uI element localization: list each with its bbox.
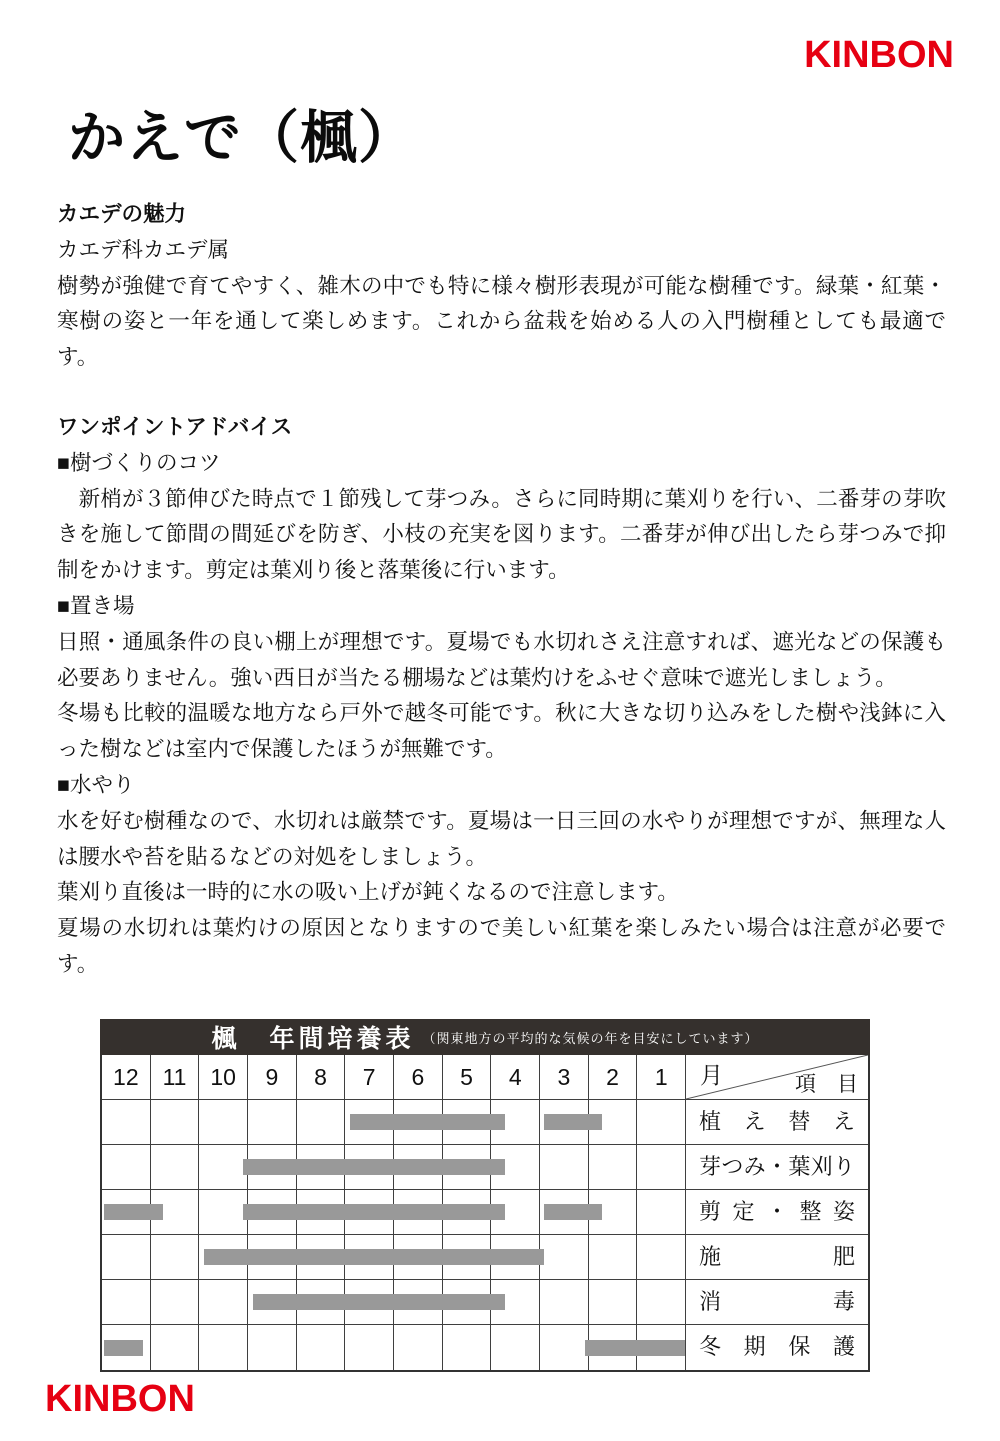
table-row <box>102 1235 868 1280</box>
corner-month-label: 月 <box>700 1062 723 1088</box>
table-note: （関東地方の平均的な気候の年を目安にしています） <box>422 1030 759 1046</box>
month-grid <box>102 1145 686 1189</box>
table-row <box>102 1280 868 1325</box>
grid-cell <box>589 1235 638 1279</box>
grid-cell <box>491 1325 540 1370</box>
grid-cell <box>151 1145 200 1189</box>
section-heading-charm: カエデの魅力 <box>57 202 187 226</box>
activity-bar <box>253 1294 506 1310</box>
table-row <box>102 1325 868 1370</box>
activity-bar <box>204 1249 544 1265</box>
grid-cell <box>345 1325 394 1370</box>
month-cell: 8 <box>297 1055 346 1099</box>
month-cell: 5 <box>443 1055 492 1099</box>
grid-cell <box>151 1235 200 1279</box>
subsection-label-placement: ■置き場 <box>57 593 135 618</box>
month-cell: 2 <box>589 1055 638 1099</box>
placement-paragraph-1: 日照・通風条件の良い棚上が理想です。夏場でも水切れさえ注意すれば、遮光などの保護も必要ありません。強い西日が当たる棚場などは葉灼けをふせぐ意味で遮光しましょう。 <box>57 629 946 690</box>
activity-bar <box>585 1340 685 1356</box>
grid-cell <box>248 1325 297 1370</box>
treebuilding-paragraph: 新梢が３節伸びた時点で１節残して芽つみ。さらに同時期に葉刈りを行い、二番芽の芽吹きを施して節間の間延びを防ぎ、小枝の充実を図ります。二番芽が伸び出したら芽つみで抑制をかけます。剪定は葉刈り後と落葉後に行います。 <box>57 486 946 583</box>
table-body <box>102 1100 868 1370</box>
activity-bar <box>544 1204 602 1220</box>
grid-cell <box>394 1325 443 1370</box>
row-label: 剪定・整姿 <box>699 1199 855 1224</box>
grid-cell <box>102 1145 151 1189</box>
grid-cell <box>151 1100 200 1144</box>
table-grid <box>100 1055 870 1372</box>
month-cell: 11 <box>151 1055 200 1099</box>
body-content <box>57 197 946 983</box>
grid-cell <box>637 1100 685 1144</box>
grid-cell <box>540 1235 589 1279</box>
watering-paragraph-1: 水を好む樹種なので、水切れは厳禁です。夏場は一日三回の水やりが理想ですが、無理な人は腰水や苔を貼るなどの対処をしましょう。 <box>57 808 946 869</box>
month-grid <box>102 1325 686 1370</box>
section-heading-advice: ワンポイントアドバイス <box>57 414 293 439</box>
grid-cell <box>637 1145 685 1189</box>
month-cell: 7 <box>345 1055 394 1099</box>
grid-cell <box>297 1325 346 1370</box>
activity-bar <box>104 1340 143 1356</box>
intro-description: 樹勢が強健で育てやすく、雑木の中でも特に様々樹形表現が可能な樹種です。緑葉・紅葉・寒樹の姿と一年を通して楽しめます。これから盆栽を始める人の入門樹種としても最適です。 <box>57 273 946 370</box>
month-cell: 10 <box>199 1055 248 1099</box>
placement-paragraph-2: 冬場も比較的温暖な地方なら戸外で越冬可能です。秋に大きな切り込みをした樹や浅鉢に入った樹などは室内で保護したほうが無難です。 <box>57 701 946 762</box>
grid-cell <box>199 1325 248 1370</box>
activity-bar <box>243 1204 505 1220</box>
grid-cell <box>589 1145 638 1189</box>
table-row <box>102 1145 868 1190</box>
grid-cell <box>151 1280 200 1324</box>
month-cell: 1 <box>654 1063 668 1090</box>
month-cell: 12 <box>102 1055 151 1099</box>
grid-cell <box>102 1280 151 1324</box>
grid-cell <box>102 1235 151 1279</box>
month-cell: 6 <box>394 1055 443 1099</box>
grid-cell <box>199 1145 248 1189</box>
month-cell: 3 <box>540 1055 589 1099</box>
grid-cell <box>199 1100 248 1144</box>
month-grid <box>102 1235 686 1279</box>
title-banner <box>48 96 956 180</box>
table-row <box>102 1100 868 1145</box>
subsection-label-watering: ■水やり <box>57 772 135 797</box>
row-label: 芽つみ・葉刈り <box>699 1154 855 1179</box>
month-grid <box>102 1190 686 1234</box>
corner-item-label: 項 目 <box>795 1073 858 1096</box>
watering-paragraph-2: 葉刈り直後は一時的に水の吸い上げが鈍くなるので注意します。 <box>57 880 679 905</box>
activity-bar <box>544 1114 602 1130</box>
month-grid <box>102 1280 686 1324</box>
grid-cell <box>199 1280 248 1324</box>
row-label: 消毒 <box>699 1289 855 1314</box>
table-row <box>102 1190 868 1235</box>
cultivation-table <box>100 1019 870 1372</box>
kinbon-logo-top: KINBON <box>804 34 954 76</box>
row-label: 植え替え <box>699 1109 855 1134</box>
grid-cell <box>540 1325 589 1370</box>
watering-paragraph-3: 夏場の水切れは葉灼けの原因となりますので美しい紅葉を楽しみたい場合は注意が必要です。 <box>57 916 946 976</box>
grid-cell <box>199 1190 248 1234</box>
grid-cell <box>443 1325 492 1370</box>
grid-cell <box>297 1100 346 1144</box>
activity-bar <box>243 1159 505 1175</box>
row-label: 冬期保護 <box>699 1334 855 1359</box>
activity-bar <box>104 1204 162 1220</box>
grid-cell <box>637 1190 685 1234</box>
subsection-label-treebuilding: ■樹づくりのコツ <box>57 450 221 475</box>
intro-family-line: カエデ科カエデ属 <box>57 237 230 262</box>
table-title: 楓 年間培養表 <box>211 1026 415 1053</box>
grid-cell <box>248 1100 297 1144</box>
month-cell: 4 <box>491 1055 540 1099</box>
grid-cell <box>540 1280 589 1324</box>
grid-cell <box>637 1235 685 1279</box>
table-title-bar <box>100 1019 870 1055</box>
page-title: かえで（楓） <box>68 106 416 170</box>
grid-cell <box>637 1280 685 1324</box>
corner-cell <box>686 1055 868 1099</box>
row-label: 施肥 <box>699 1244 855 1269</box>
grid-cell <box>589 1280 638 1324</box>
month-cells <box>102 1055 686 1099</box>
month-cell: 9 <box>248 1055 297 1099</box>
activity-bar <box>350 1114 505 1130</box>
grid-cell <box>151 1325 200 1370</box>
month-grid <box>102 1100 686 1144</box>
grid-cell <box>540 1145 589 1189</box>
grid-cell <box>102 1100 151 1144</box>
table-month-row <box>102 1055 868 1100</box>
kinbon-logo-bottom: KINBON <box>45 1378 195 1420</box>
